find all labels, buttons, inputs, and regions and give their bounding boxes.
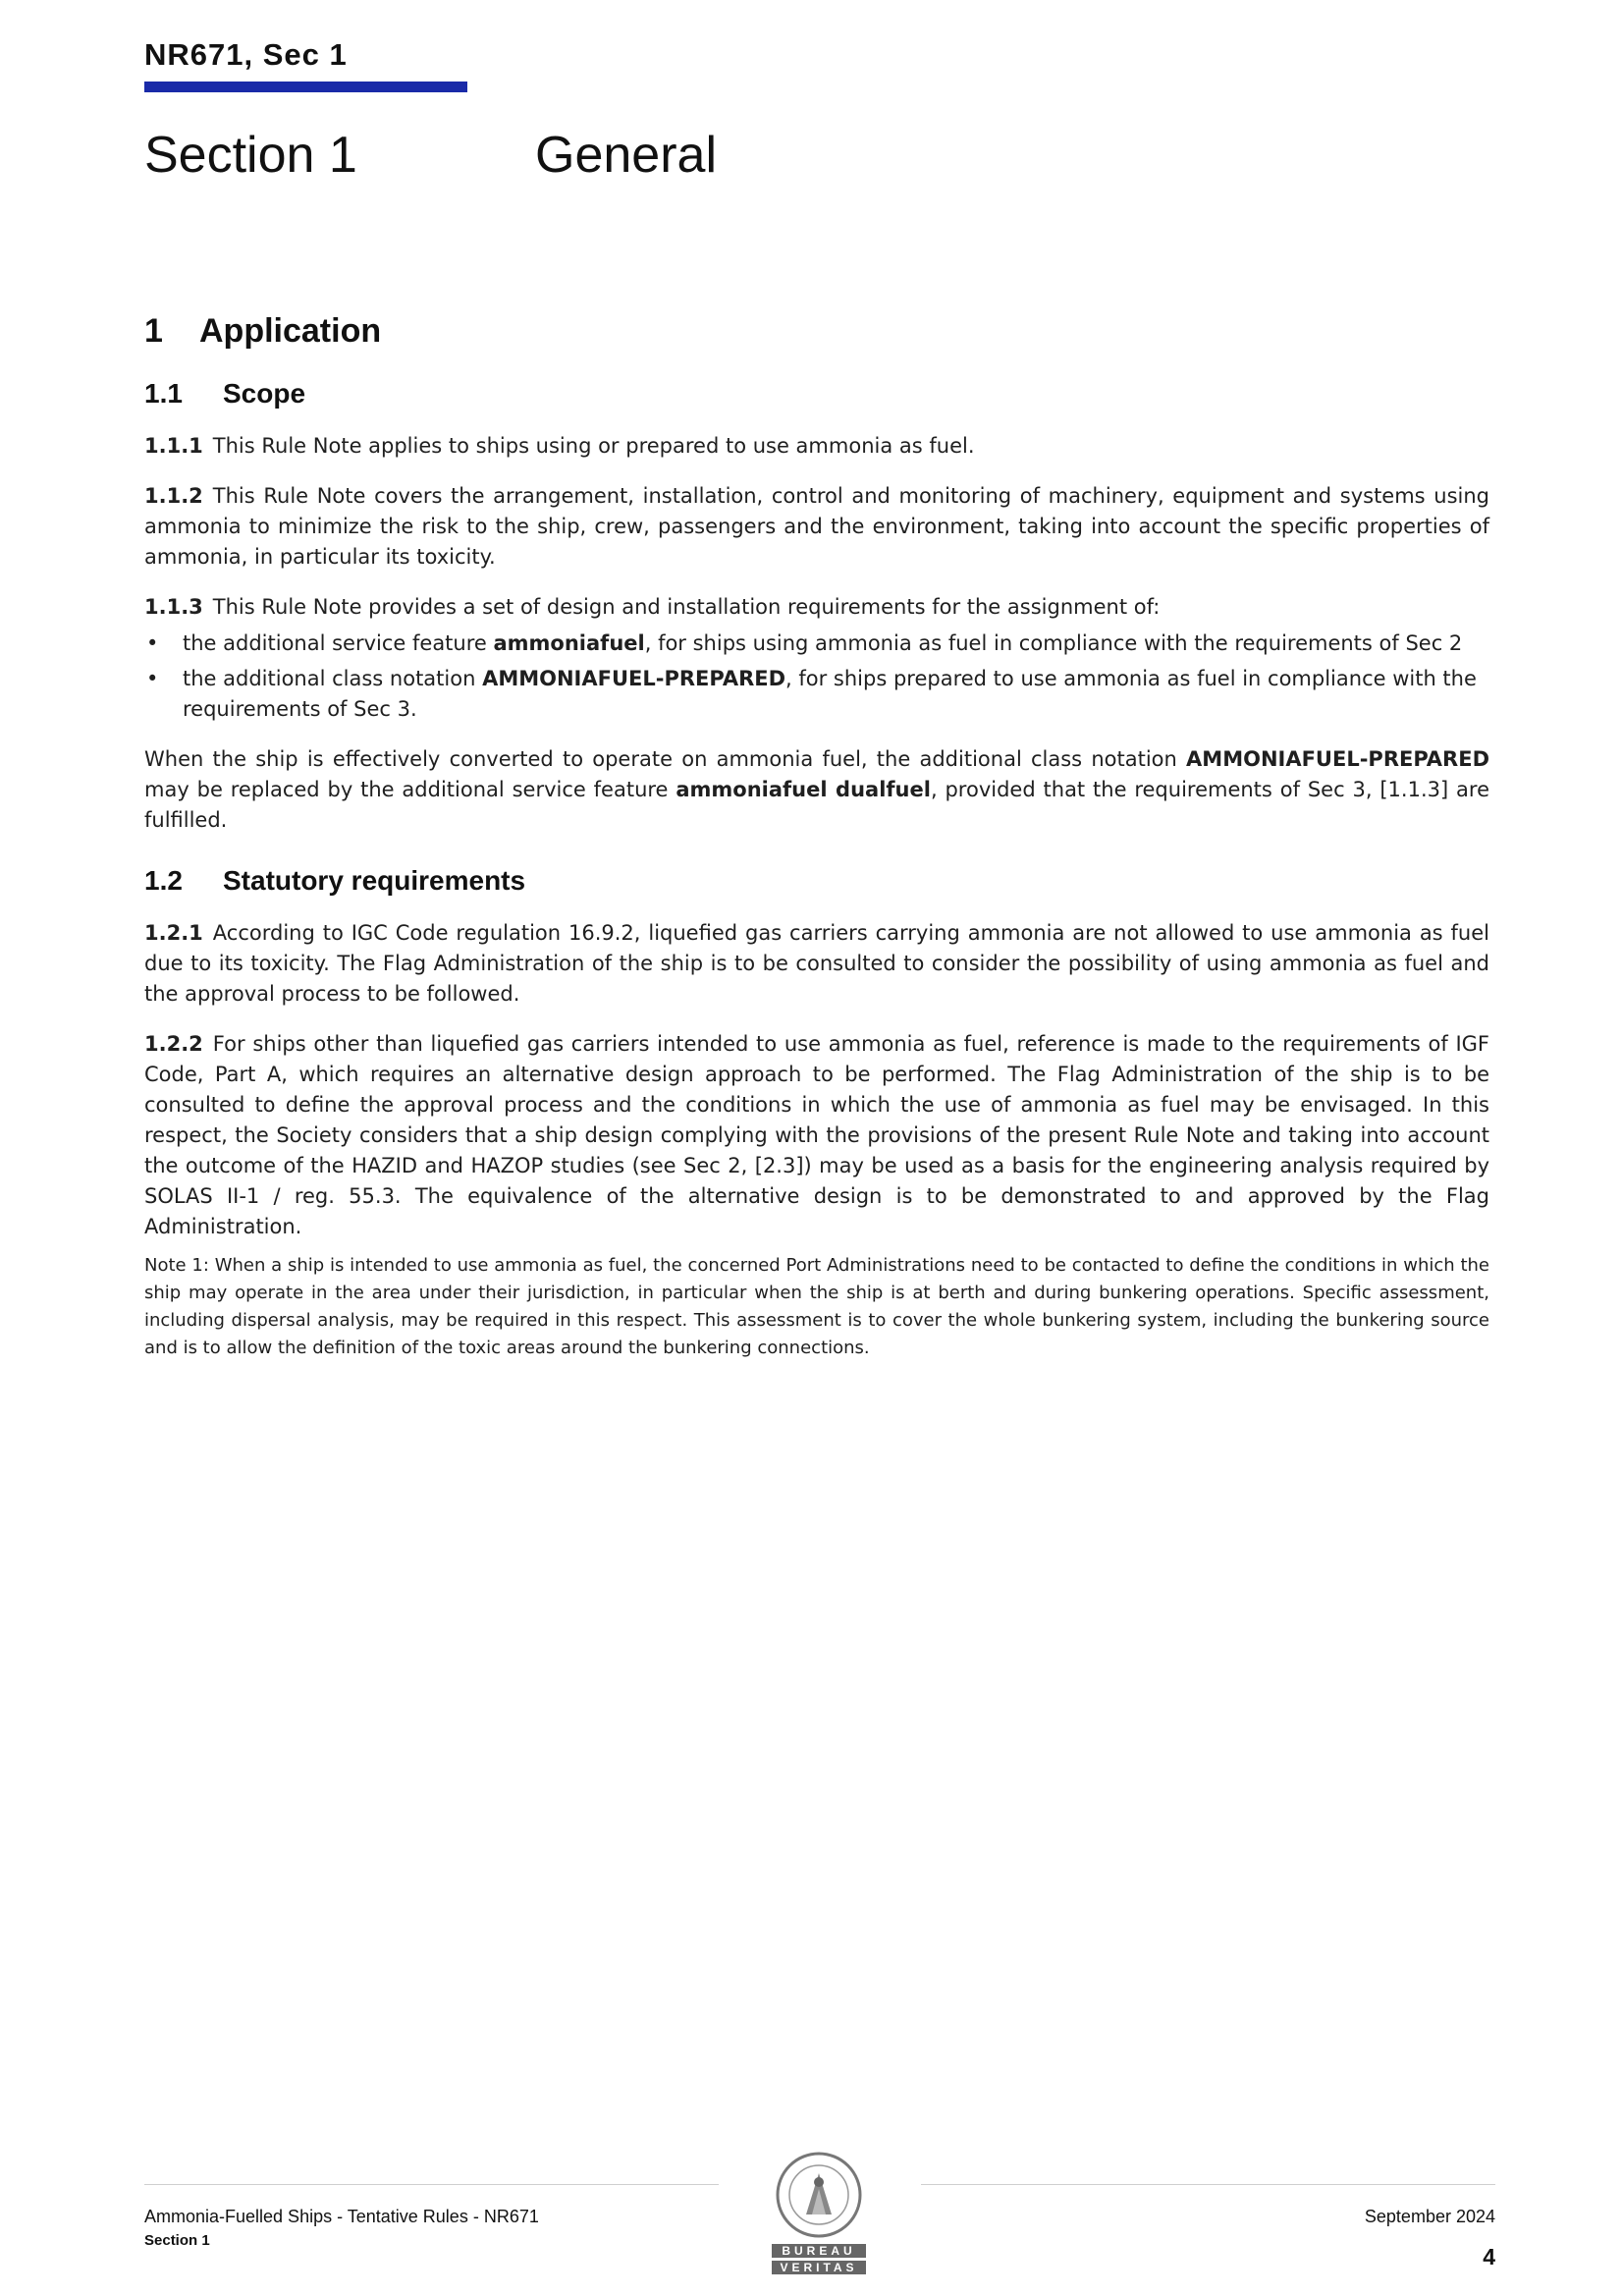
paragraph-text: This Rule Note provides a set of design and installation requirements for the assignment of: [212, 595, 1161, 619]
logo-word-bottom: VERITAS [772, 2261, 866, 2274]
paragraph-text: This Rule Note applies to ships using or prepared to use ammonia as fuel. [212, 434, 975, 458]
paragraph-text: , provided that the requirements of Sec 3, [1.1.3] are fulfilled. [144, 778, 1489, 832]
heading-number: 1 [144, 312, 163, 350]
heading-title: Scope [223, 378, 306, 409]
paragraph-1-1-2 [144, 481, 1489, 573]
footer-rule-left [144, 2184, 719, 2185]
paragraph-1-2-2 [144, 1029, 1489, 1242]
list-item-text: the additional service feature [183, 631, 494, 655]
heading-scope [144, 378, 1489, 410]
paragraph-number: 1.2.2 [144, 1032, 203, 1056]
footer-document-title: Ammonia-Fuelled Ships - Tentative Rules - NR671 [144, 2207, 539, 2226]
list-item-text: , for ships prepared to use ammonia as fuel in compliance with the requirements of Sec 3. [183, 667, 1477, 721]
paragraph-1-1-3 [144, 592, 1489, 623]
footer-rule-right [921, 2184, 1495, 2185]
paragraph-text: This Rule Note covers the arrangement, installation, control and monitoring of machinery, equipment and systems using ammonia to minimize the risk to the ship, crew, passengers and the environment, taking into account the specific properties of ammonia, in particular its toxicity. [144, 484, 1489, 569]
bullet-icon: • [146, 667, 159, 690]
paragraph-conversion [144, 744, 1489, 836]
bureau-veritas-logo-icon [767, 2150, 871, 2277]
paragraph-number: 1.1.1 [144, 434, 203, 458]
running-header-title: NR671, Sec 1 [144, 37, 348, 72]
footer-section: Section 1 [144, 2232, 210, 2249]
list-item [144, 664, 1489, 725]
heading-title: Application [199, 312, 382, 350]
bullet-icon: • [146, 631, 159, 655]
paragraph-number: 1.2.1 [144, 921, 203, 945]
note-1: Note 1: When a ship is intended to use ammonia as fuel, the concerned Port Administrations need to be contacted to define the conditions in which the ship may operate in the area under their jurisdiction, in particular when the ship is at berth and during bunkering operations. Specific assessment, including dispersal analysis, may be required in this respect. This assessment is to cover the whole bunkering system, including the bunkering source and is to allow the definition of the toxic areas around the bunkering connections. [144, 1255, 1489, 1358]
paragraph-text: When the ship is effectively converted to operate on ammonia fuel, the additional class notation [144, 747, 1187, 771]
paragraph-number: 1.1.3 [144, 595, 203, 619]
page-number: 4 [1483, 2244, 1495, 2269]
heading-number: 1.1 [144, 378, 183, 409]
logo-word-top: BUREAU [772, 2244, 866, 2258]
list-item-bold: ammoniafuel [493, 631, 645, 655]
list-item [144, 629, 1489, 659]
section-label: Section 1 [144, 127, 357, 184]
paragraph-bold: AMMONIAFUEL-PREPARED [1186, 747, 1489, 771]
section-name: General [535, 127, 717, 184]
heading-application [144, 312, 1489, 351]
paragraph-text: According to IGC Code regulation 16.9.2, liquefied gas carriers carrying ammonia are not allowed to use ammonia as fuel due to its toxicity. The Flag Administration of the ship is to be consulted to consider the possibility of using ammonia as fuel and the approval process to be followed. [144, 921, 1489, 1006]
paragraph-1-2-1 [144, 918, 1489, 1010]
heading-statutory-requirements [144, 865, 1489, 897]
paragraph-number: 1.1.2 [144, 484, 203, 508]
heading-title: Statutory requirements [223, 865, 526, 896]
paragraph-text: may be replaced by the additional service feature [144, 778, 676, 801]
header-accent-bar [144, 82, 467, 92]
list-item-bold: AMMONIAFUEL-PREPARED [482, 667, 786, 690]
footer-date: September 2024 [1364, 2207, 1495, 2226]
paragraph-text: For ships other than liquefied gas carriers intended to use ammonia as fuel, reference is made to the requirements of IGF Code, Part A, which requires an alternative design approach to be performed. The Flag Administration of the ship is to be consulted to define the approval process and the conditions in which the use of ammonia as fuel may be envisaged. In this respect, the Society considers that a ship design complying with the provisions of the present Rule Note and taking into account the outcome of the HAZID and HAZOP studies (see Sec 2, [2.3]) may be used as a basis for the engineering analysis required by SOLAS II-1 / reg. 55.3. The equivalence of the alternative design is to be demonstrated to and approved by the Flag Administration. [144, 1032, 1489, 1238]
list-item-text: the additional class notation [183, 667, 483, 690]
heading-number: 1.2 [144, 865, 183, 896]
bullet-list [144, 629, 1489, 725]
paragraph-1-1-1 [144, 431, 1489, 462]
list-item-text: , for ships using ammonia as fuel in compliance with the requirements of Sec 2 [644, 631, 1463, 655]
paragraph-bold: ammoniafuel dualfuel [676, 778, 931, 801]
main-content [144, 312, 1489, 1362]
